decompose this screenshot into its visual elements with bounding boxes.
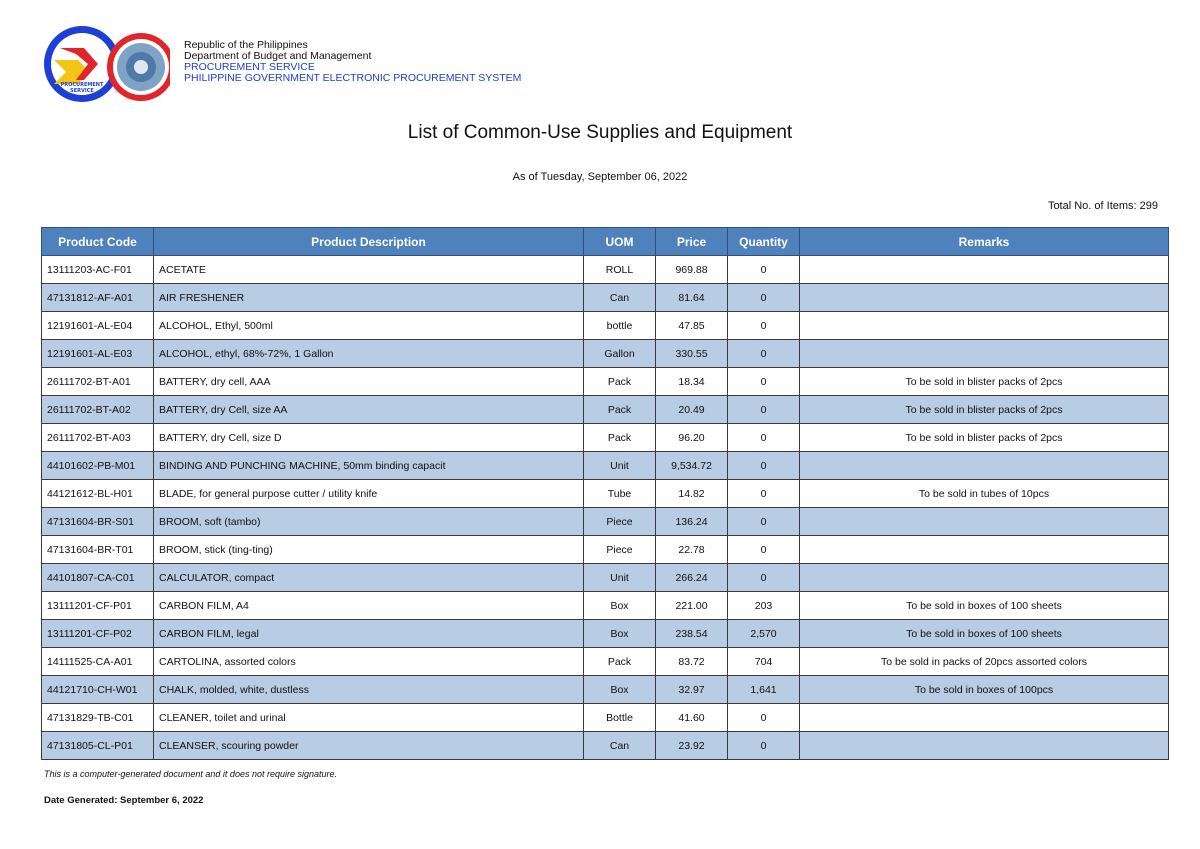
price-cell: 238.54 xyxy=(656,620,728,648)
price-cell: 22.78 xyxy=(656,536,728,564)
product-code-cell: 44121710-CH-W01 xyxy=(42,676,154,704)
product-code-cell: 26111702-BT-A02 xyxy=(42,396,154,424)
table-row xyxy=(42,536,1169,564)
supplies-table xyxy=(41,227,1169,760)
quantity-cell: 0 xyxy=(728,564,800,592)
table-header-row xyxy=(42,228,1169,256)
price-cell: 32.97 xyxy=(656,676,728,704)
quantity-cell: 0 xyxy=(728,340,800,368)
product-code-cell: 47131604-BR-S01 xyxy=(42,508,154,536)
quantity-cell: 2,570 xyxy=(728,620,800,648)
price-cell: 14.82 xyxy=(656,480,728,508)
table-row xyxy=(42,256,1169,284)
quantity-cell: 0 xyxy=(728,284,800,312)
product-description-cell: BLADE, for general purpose cutter / utility knife xyxy=(154,480,584,508)
quantity-cell: 0 xyxy=(728,536,800,564)
table-row xyxy=(42,452,1169,480)
price-cell: 47.85 xyxy=(656,312,728,340)
product-code-cell: 47131812-AF-A01 xyxy=(42,284,154,312)
quantity-cell: 0 xyxy=(728,732,800,760)
product-description-cell: CARTOLINA, assorted colors xyxy=(154,648,584,676)
quantity-cell: 704 xyxy=(728,648,800,676)
price-cell: 23.92 xyxy=(656,732,728,760)
product-code-cell: 13111201-CF-P02 xyxy=(42,620,154,648)
quantity-cell: 0 xyxy=(728,452,800,480)
price-cell: 9,534.72 xyxy=(656,452,728,480)
quantity-cell: 0 xyxy=(728,508,800,536)
col-product-code: Product Code xyxy=(42,228,154,256)
product-code-cell: 44101807-CA-C01 xyxy=(42,564,154,592)
table-row xyxy=(42,620,1169,648)
page-title: List of Common-Use Supplies and Equipment xyxy=(407,122,793,143)
col-uom: UOM xyxy=(584,228,656,256)
product-code-cell: 12191601-AL-E04 xyxy=(42,312,154,340)
system-line: PHILIPPINE GOVERNMENT ELECTRONIC PROCUREMENT SYSTEM xyxy=(184,72,522,84)
uom-cell: Pack xyxy=(584,368,656,396)
product-description-cell: BROOM, soft (tambo) xyxy=(154,508,584,536)
remarks-cell: To be sold in blister packs of 2pcs xyxy=(800,396,1169,424)
product-description-cell: ACETATE xyxy=(154,256,584,284)
agency-info xyxy=(184,40,521,84)
logos xyxy=(40,20,170,110)
uom-cell: Pack xyxy=(584,424,656,452)
table-row xyxy=(42,564,1169,592)
table-row xyxy=(42,368,1169,396)
price-cell: 81.64 xyxy=(656,284,728,312)
svg-text:SERVICE: SERVICE xyxy=(70,88,94,94)
price-cell: 96.20 xyxy=(656,424,728,452)
uom-cell: Pack xyxy=(584,396,656,424)
product-description-cell: AIR FRESHENER xyxy=(154,284,584,312)
col-quantity: Quantity xyxy=(728,228,800,256)
quantity-cell: 0 xyxy=(728,312,800,340)
table-row xyxy=(42,732,1169,760)
product-description-cell: CALCULATOR, compact xyxy=(154,564,584,592)
uom-cell: Unit xyxy=(584,564,656,592)
remarks-cell: To be sold in tubes of 10pcs xyxy=(800,480,1169,508)
table-row xyxy=(42,396,1169,424)
quantity-cell: 0 xyxy=(728,480,800,508)
table-row xyxy=(42,648,1169,676)
table-body xyxy=(42,256,1169,760)
product-code-cell: 26111702-BT-A01 xyxy=(42,368,154,396)
uom-cell: Piece xyxy=(584,536,656,564)
quantity-cell: 1,641 xyxy=(728,676,800,704)
product-description-cell: BROOM, stick (ting-ting) xyxy=(154,536,584,564)
logo-text: PROCUREMENT xyxy=(60,82,104,88)
product-code-cell: 44101602-PB-M01 xyxy=(42,452,154,480)
service-line: PROCUREMENT SERVICE xyxy=(184,61,315,73)
product-code-cell: 14111525-CA-A01 xyxy=(42,648,154,676)
remarks-cell xyxy=(800,340,1169,368)
uom-cell: Pack xyxy=(584,648,656,676)
quantity-cell: 0 xyxy=(728,256,800,284)
remarks-cell: To be sold in boxes of 100 sheets xyxy=(800,620,1169,648)
product-description-cell: CLEANSER, scouring powder xyxy=(154,732,584,760)
product-code-cell: 44121612-BL-H01 xyxy=(42,480,154,508)
uom-cell: bottle xyxy=(584,312,656,340)
document-header xyxy=(40,20,740,110)
uom-cell: Gallon xyxy=(584,340,656,368)
table-row xyxy=(42,704,1169,732)
uom-cell: Box xyxy=(584,620,656,648)
table-row xyxy=(42,480,1169,508)
table-row xyxy=(42,508,1169,536)
product-code-cell: 12191601-AL-E03 xyxy=(42,340,154,368)
total-items: Total No. of Items: 299 xyxy=(1047,200,1158,212)
remarks-cell xyxy=(800,536,1169,564)
uom-cell: Tube xyxy=(584,480,656,508)
country-line: Republic of the Philippines xyxy=(184,39,308,51)
uom-cell: ROLL xyxy=(584,256,656,284)
remarks-cell xyxy=(800,508,1169,536)
product-description-cell: ALCOHOL, Ethyl, 500ml xyxy=(154,312,584,340)
price-cell: 969.88 xyxy=(656,256,728,284)
product-description-cell: CARBON FILM, A4 xyxy=(154,592,584,620)
dbm-seal xyxy=(107,33,170,101)
quantity-cell: 0 xyxy=(728,396,800,424)
remarks-cell: To be sold in packs of 20pcs assorted colors xyxy=(800,648,1169,676)
table-row xyxy=(42,424,1169,452)
price-cell: 330.55 xyxy=(656,340,728,368)
product-description-cell: CHALK, molded, white, dustless xyxy=(154,676,584,704)
uom-cell: Box xyxy=(584,676,656,704)
date-generated: Date Generated: September 6, 2022 xyxy=(44,795,204,806)
product-code-cell: 47131805-CL-P01 xyxy=(42,732,154,760)
col-price: Price xyxy=(656,228,728,256)
quantity-cell: 0 xyxy=(728,368,800,396)
remarks-cell xyxy=(800,452,1169,480)
footnote: This is a computer-generated document and it does not require signature. xyxy=(44,769,338,779)
remarks-cell: To be sold in boxes of 100 sheets xyxy=(800,592,1169,620)
product-code-cell: 47131604-BR-T01 xyxy=(42,536,154,564)
product-description-cell: CLEANER, toilet and urinal xyxy=(154,704,584,732)
uom-cell: Bottle xyxy=(584,704,656,732)
product-description-cell: BATTERY, dry Cell, size AA xyxy=(154,396,584,424)
remarks-cell xyxy=(800,284,1169,312)
table-row xyxy=(42,592,1169,620)
remarks-cell xyxy=(800,256,1169,284)
uom-cell: Unit xyxy=(584,452,656,480)
remarks-cell: To be sold in blister packs of 2pcs xyxy=(800,368,1169,396)
product-description-cell: CARBON FILM, legal xyxy=(154,620,584,648)
price-cell: 266.24 xyxy=(656,564,728,592)
product-code-cell: 26111702-BT-A03 xyxy=(42,424,154,452)
price-cell: 18.34 xyxy=(656,368,728,396)
remarks-cell xyxy=(800,564,1169,592)
table-row xyxy=(42,340,1169,368)
quantity-cell: 203 xyxy=(728,592,800,620)
product-code-cell: 13111201-CF-P01 xyxy=(42,592,154,620)
department-line: Department of Budget and Management xyxy=(184,50,372,62)
col-remarks: Remarks xyxy=(800,228,1169,256)
remarks-cell xyxy=(800,732,1169,760)
table-row xyxy=(42,284,1169,312)
remarks-cell xyxy=(800,312,1169,340)
price-cell: 20.49 xyxy=(656,396,728,424)
agency-logos xyxy=(40,20,170,110)
uom-cell: Box xyxy=(584,592,656,620)
product-description-cell: ALCOHOL, ethyl, 68%-72%, 1 Gallon xyxy=(154,340,584,368)
uom-cell: Can xyxy=(584,284,656,312)
as-of-date: As of Tuesday, September 06, 2022 xyxy=(512,171,688,183)
quantity-cell: 0 xyxy=(728,704,800,732)
uom-cell: Piece xyxy=(584,508,656,536)
product-description-cell: BINDING AND PUNCHING MACHINE, 50mm binding capacit xyxy=(154,452,584,480)
remarks-cell: To be sold in boxes of 100pcs xyxy=(800,676,1169,704)
price-cell: 83.72 xyxy=(656,648,728,676)
product-code-cell: 47131829-TB-C01 xyxy=(42,704,154,732)
table-row xyxy=(42,676,1169,704)
remarks-cell: To be sold in blister packs of 2pcs xyxy=(800,424,1169,452)
price-cell: 41.60 xyxy=(656,704,728,732)
remarks-cell xyxy=(800,704,1169,732)
price-cell: 221.00 xyxy=(656,592,728,620)
col-product-description: Product Description xyxy=(154,228,584,256)
product-description-cell: BATTERY, dry cell, AAA xyxy=(154,368,584,396)
product-code-cell: 13111203-AC-F01 xyxy=(42,256,154,284)
uom-cell: Can xyxy=(584,732,656,760)
table-row xyxy=(42,312,1169,340)
product-description-cell: BATTERY, dry Cell, size D xyxy=(154,424,584,452)
price-cell: 136.24 xyxy=(656,508,728,536)
quantity-cell: 0 xyxy=(728,424,800,452)
